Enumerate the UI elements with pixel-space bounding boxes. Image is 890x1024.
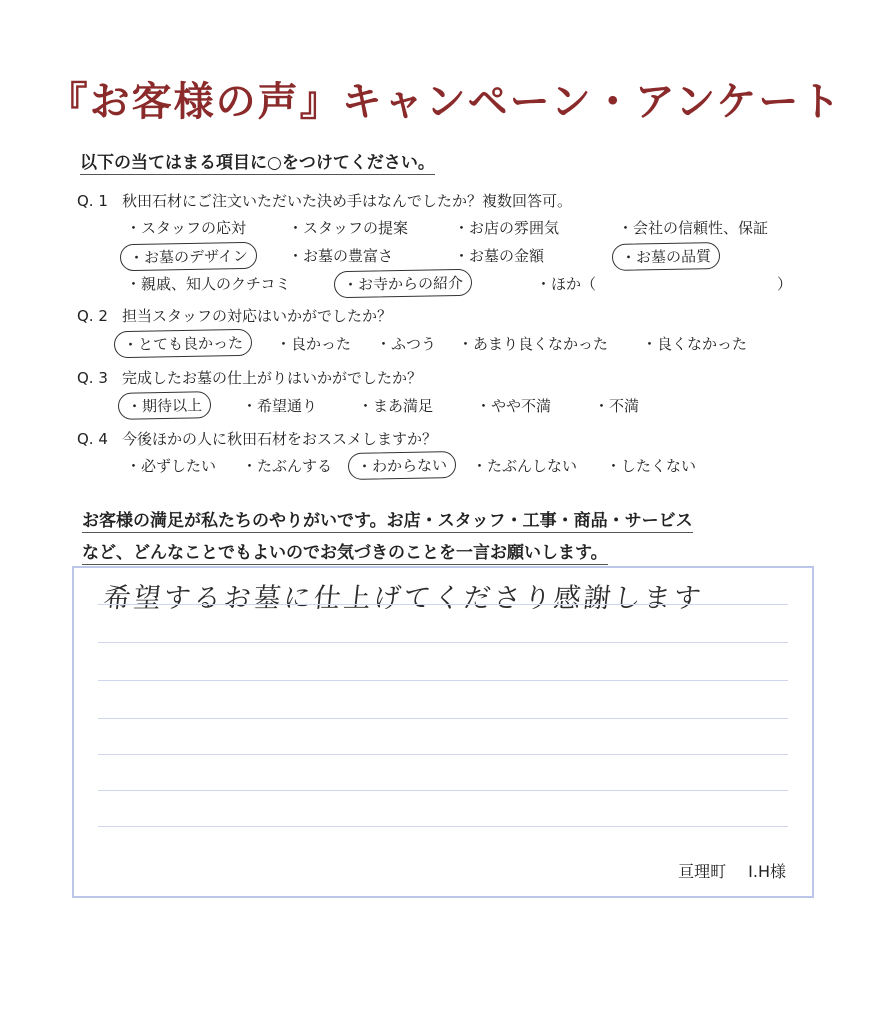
option-not-so-good[interactable]: ・あまり良くなかった [458,335,609,353]
ruled-line [98,790,788,791]
option-grave-design[interactable]: ・お墓のデザイン [120,242,257,271]
option-definitely[interactable]: ・必ずしたい [126,457,217,475]
option-probably[interactable]: ・たぶんする [242,457,333,475]
handwritten-comment: 希望するお墓に仕上げてくださり感謝します [102,583,706,614]
note-line-1: お客様の満足が私たちのやりがいです。お店・スタッフ・工事・商品・サービス [82,506,693,533]
option-dissatisfied[interactable]: ・不満 [594,397,640,415]
question-text: 担当スタッフの対応はいかがでしたか？ [122,307,393,325]
question-number: Q. 2 [77,307,108,325]
option-as-hoped[interactable]: ・希望通り [242,397,318,415]
question-4 [77,428,437,449]
question-text: 今後ほかの人に秋田石材をおススメしますか？ [122,430,438,448]
option-temple-referral[interactable]: ・お寺からの紹介 [334,269,472,298]
option-good[interactable]: ・良かった [276,335,352,353]
option-definitely-not[interactable]: ・したくない [606,457,697,475]
question-text: 完成したお墓の仕上がりはいかがでしたか？ [122,369,423,387]
signature-name: I.H様 [748,862,786,881]
option-other[interactable]: ・ほか（ [536,275,597,293]
option-fairly-satisfied[interactable]: ・まあ満足 [358,397,434,415]
option-shop-atmosphere[interactable]: ・お店の雰囲気 [454,219,560,237]
question-2 [77,305,392,326]
question-3 [77,367,422,388]
signature [678,859,786,882]
question-number: Q. 3 [77,369,108,387]
option-exceeded-expectations[interactable]: ・期待以上 [118,391,211,420]
option-grave-variety[interactable]: ・お墓の豊富さ [288,247,394,265]
option-very-good[interactable]: ・とても良かった [114,329,252,358]
option-word-of-mouth[interactable]: ・親戚、知人のクチコミ [126,275,291,293]
option-not-good[interactable]: ・良くなかった [642,335,748,353]
option-grave-price[interactable]: ・お墓の金額 [454,247,545,265]
question-number: Q. 1 [77,192,108,210]
survey-title: 『お客様の声』キャンペーン・アンケート [47,79,843,125]
option-grave-quality[interactable]: ・お墓の品質 [612,242,720,271]
ruled-line [98,718,788,719]
question-1 [77,190,572,211]
question-text: 秋田石材にご注文いただいた決め手はなんでしたか？複数回答可。 [122,192,573,210]
option-staff-response[interactable]: ・スタッフの応対 [126,219,247,237]
signature-place: 亘理町 [678,862,727,881]
note-line-2: など、どんなことでもよいのでお気づきのことを一言お願いします。 [82,538,608,565]
instruction-text: 以下の当てはまる項目に○をつけてください。 [80,148,435,175]
ruled-line [98,826,788,827]
option-staff-proposal[interactable]: ・スタッフの提案 [288,219,409,237]
option-somewhat-dissatisfied[interactable]: ・やや不満 [476,397,552,415]
option-probably-not[interactable]: ・たぶんしない [472,457,578,475]
ruled-line [98,754,788,755]
comment-box[interactable] [72,566,814,898]
ruled-line [98,680,788,681]
option-dont-know[interactable]: ・わからない [348,451,456,480]
ruled-line [98,642,788,643]
option-average[interactable]: ・ふつう [376,335,437,353]
ruled-line [98,604,788,605]
question-number: Q. 4 [77,430,108,448]
option-company-trust[interactable]: ・会社の信頼性、保証 [618,219,769,237]
other-paren-close: ） [777,275,793,293]
